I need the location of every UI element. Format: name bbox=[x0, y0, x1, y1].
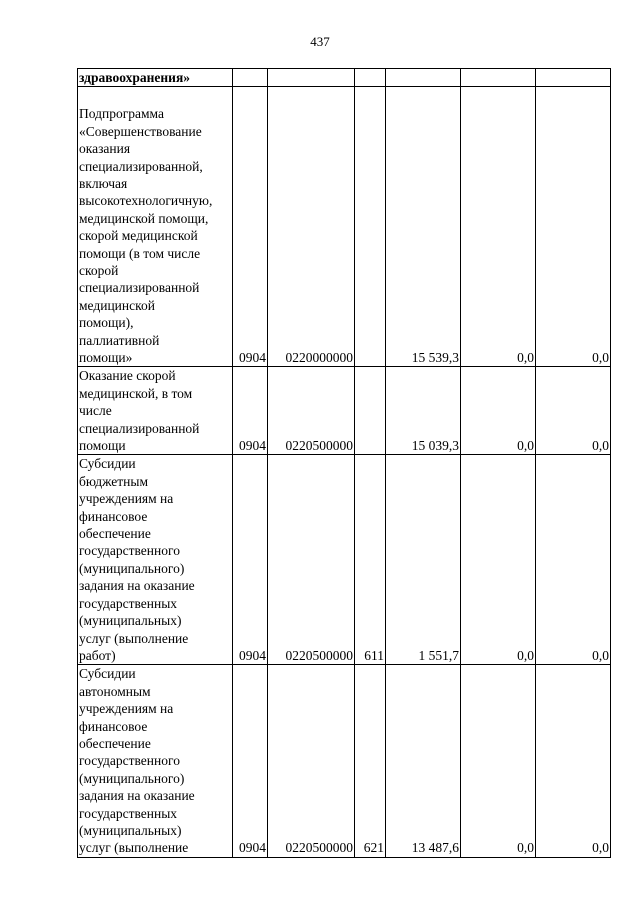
row-name-cell bbox=[78, 87, 233, 367]
expense-type-cell bbox=[355, 69, 386, 87]
amount-3: 0,0 bbox=[536, 455, 611, 665]
amount-1: 1 551,7 bbox=[386, 455, 461, 665]
row-name: Оказание скорой медицинской, в том числе специализированной помощи bbox=[79, 368, 200, 454]
expense-type-code: 611 bbox=[355, 455, 386, 665]
table-row bbox=[78, 367, 611, 455]
target-article-code: 0220500000 bbox=[268, 367, 355, 455]
target-cell bbox=[268, 69, 355, 87]
budget-table bbox=[77, 68, 611, 858]
expense-type-code bbox=[355, 367, 386, 455]
amount-1: 15 539,3 bbox=[386, 87, 461, 367]
page-number: 437 bbox=[310, 34, 330, 49]
row-name-cell bbox=[78, 665, 233, 857]
amount-2: 0,0 bbox=[461, 665, 536, 857]
amount-1: 13 487,6 bbox=[386, 665, 461, 857]
section-code: 0904 bbox=[233, 367, 268, 455]
amount-2: 0,0 bbox=[461, 87, 536, 367]
amount-2: 0,0 bbox=[461, 455, 536, 665]
target-article-code: 0220500000 bbox=[268, 455, 355, 665]
table-row bbox=[78, 69, 611, 87]
amount-2-cell bbox=[461, 69, 536, 87]
row-name: Субсидии бюджетным учреждениям на финансовое обеспечение государственного (муниципального) задания на оказание государственных (муниципальных) услуг (выполнение работ) bbox=[79, 456, 195, 663]
row-name-cell bbox=[78, 455, 233, 665]
section-code: 0904 bbox=[233, 87, 268, 367]
table-row bbox=[78, 455, 611, 665]
row-name: Подпрограмма «Совершенствование оказания специализированной, включая высокотехнологичную, медицинской помощи, скорой медицинской помощи (в том числе скорой специализированной медицинской помощи), паллиативной помощи» bbox=[79, 106, 213, 365]
row-name-cell bbox=[78, 367, 233, 455]
amount-3: 0,0 bbox=[536, 87, 611, 367]
section-code: 0904 bbox=[233, 455, 268, 665]
section-cell bbox=[233, 69, 268, 87]
amount-3-cell bbox=[536, 69, 611, 87]
table-row bbox=[78, 665, 611, 857]
amount-3: 0,0 bbox=[536, 367, 611, 455]
expense-type-code bbox=[355, 87, 386, 367]
table-row bbox=[78, 87, 611, 367]
amount-2: 0,0 bbox=[461, 367, 536, 455]
row-name: Субсидии автономным учреждениям на финансовое обеспечение государственного (муниципального) задания на оказание государственных (муниципальных) услуг (выполнение bbox=[79, 666, 195, 856]
target-article-code: 0220000000 bbox=[268, 87, 355, 367]
row-name-cell bbox=[78, 69, 233, 87]
amount-3: 0,0 bbox=[536, 665, 611, 857]
target-article-code: 0220500000 bbox=[268, 665, 355, 857]
row-name: здравоохранения» bbox=[79, 70, 191, 85]
section-code: 0904 bbox=[233, 665, 268, 857]
amount-1: 15 039,3 bbox=[386, 367, 461, 455]
amount-1-cell bbox=[386, 69, 461, 87]
expense-type-code: 621 bbox=[355, 665, 386, 857]
